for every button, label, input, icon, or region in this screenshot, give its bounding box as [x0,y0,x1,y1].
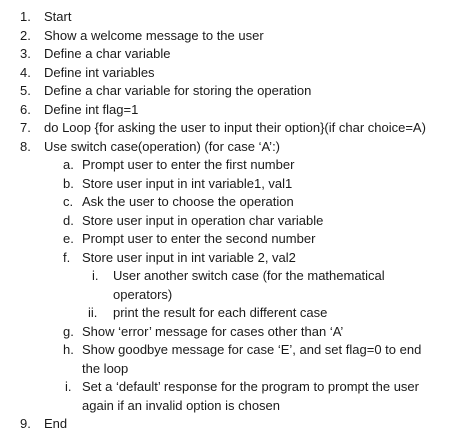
item-text: Define a char variable for storing the operation [44,83,312,98]
sub-item-marker: b. [63,176,74,191]
roman-item-marker: ii. [88,305,98,320]
roman-item-text: operators) [113,287,173,302]
item-text: Define a char variable [44,46,171,61]
item-marker: 7. [20,120,31,135]
sub-item-text: Store user input in int variable1, val1 [82,176,293,191]
sub-item-marker: e. [63,231,74,246]
sub-item-marker: c. [63,194,74,209]
item-text: Define int flag=1 [44,102,139,117]
sub-item-text: Prompt user to enter the first number [82,157,295,172]
sub-item-text: Show goodbye message for case ‘E’, and set flag=0 to end [82,342,422,357]
sub-item-text: again if an invalid option is chosen [82,398,281,413]
item-marker: 5. [20,83,31,98]
item-text: do Loop {for asking the user to input their option}(if char choice=A) [44,120,426,135]
item-marker: 2. [20,28,31,43]
roman-item-marker: i. [92,268,99,283]
item-text: Define int variables [44,65,155,80]
sub-item-text: Prompt user to enter the second number [82,231,316,246]
item-text: Show a welcome message to the user [44,28,264,43]
item-text: End [44,416,68,431]
item-marker: 8. [20,139,31,154]
sub-item-text: Ask the user to choose the operation [82,194,294,209]
item-marker: 6. [20,102,31,117]
roman-item-text: User another switch case (for the mathematical [113,268,385,283]
sub-item-text: Show ‘error’ message for cases other than ‘A’ [82,324,344,339]
sub-item-text: Store user input in int variable 2, val2 [82,250,296,265]
item-marker: 1. [20,9,31,24]
sub-item-marker: d. [63,213,74,228]
sub-item-marker: i. [65,379,72,394]
sub-item-marker: g. [63,324,74,339]
item-marker: 4. [20,65,31,80]
sub-item-marker: h. [63,342,74,357]
sub-item-text: the loop [82,361,129,376]
item-marker: 3. [20,46,31,61]
sub-item-text: Set a ‘default’ response for the program to prompt the user [82,379,419,394]
item-text: Use switch case(operation) (for case ‘A’:) [44,139,281,154]
item-text: Start [44,9,72,24]
sub-item-text: Store user input in operation char variable [82,213,324,228]
roman-item-text: print the result for each different case [113,305,328,320]
item-marker: 9. [20,416,31,431]
sub-item-marker: f. [63,250,71,265]
sub-item-marker: a. [63,157,74,172]
